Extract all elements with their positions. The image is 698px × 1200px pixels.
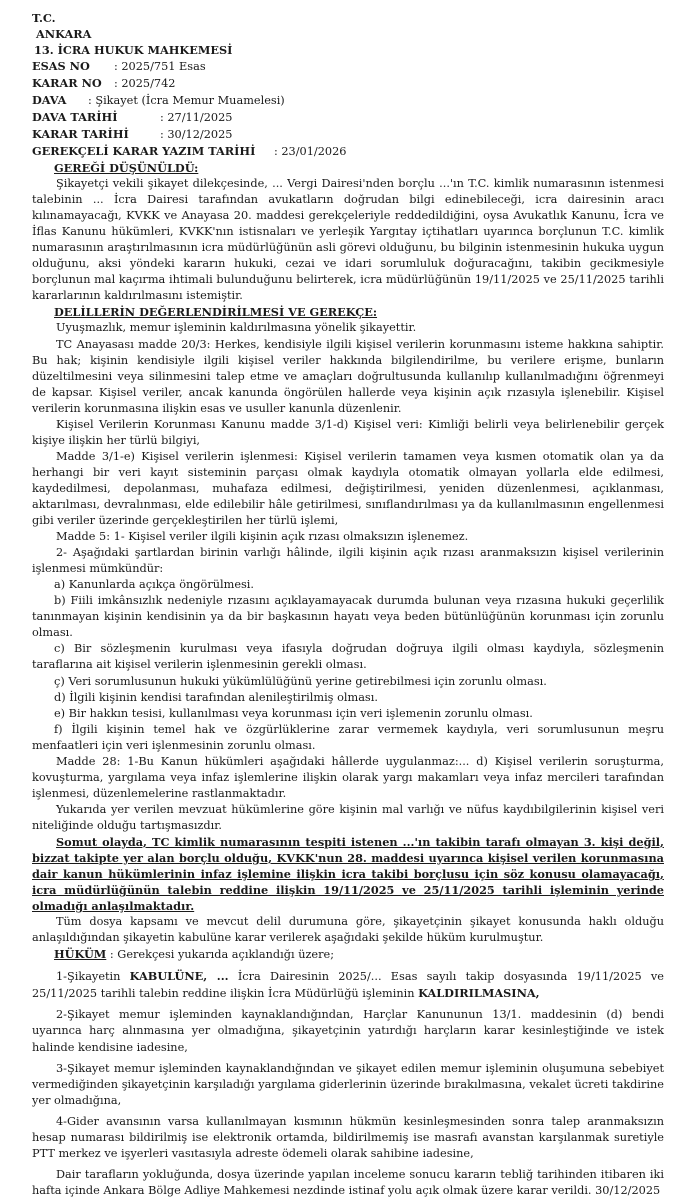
- hukum-rest: : Gerekçesi yukarıda açıklandığı üzere;: [109, 948, 334, 962]
- header-court: 13. İCRA HUKUK MAHKEMESİ: [34, 43, 233, 57]
- list-item-c: c) Bir sözleşmenin kurulması veya ifasıyla doğrudan doğruya ilgili olması kaydıyla, sözleşmenin taraflarına ait kişisel verilerin işlenmesinin gerekli olması.: [32, 642, 664, 672]
- list-item-f: f) İlgili kişinin temel hak ve özgürlüklerine zarar vermemek kaydıyla, veri sorumlusunun meşru menfaatleri için veri işlenmesinin zorunlu olması.: [32, 722, 664, 752]
- ruling-item-3: 3-Şikayet memur işleminden kaynaklandığından ve şikayet edilen memur işleminin oluşumuna sebebiyet vermediğinden şikayetçinin karşıladığı yargılama giderlerinin üzerinde bırakılmasına, vekalet ücreti takdirine yer olmadığına,: [32, 1061, 664, 1107]
- paragraph-madde28: Madde 28: 1-Bu Kanun hükümleri aşağıdaki hâllerde uygulanmaz:... d) Kişisel verilerin soruşturma, kovuşturma, yargılama veya infaz işlemlerine ilişkin olarak yargı makamları veya infaz mercileri tarafından işlenmesi, düzenlemelerine rastlanmaktadır.: [32, 754, 664, 800]
- ruling-1-a: 1-Şikayetin: [56, 970, 130, 984]
- karar-tarihi-value: : 30/12/2025: [159, 128, 233, 141]
- gerekceli-value: : 23/01/2026: [273, 145, 347, 158]
- ruling-1-c: İcra Dairesinin 2025/... Esas sayılı takip dosyasında 19/11/2025 ve 25/11/2025 tarihli talebin reddine ilişkin İcra Müdürlüğü işleminin: [32, 970, 664, 1001]
- header-dava-row: [32, 92, 664, 109]
- paragraph-dispute: Uyuşmazlık, memur işleminin kaldırılmasına yönelik şikayettir.: [56, 321, 417, 335]
- ruling-item-2: 2-Şikayet memur işleminden kaynaklandığından, Harçlar Kanununun 13/1. maddesinin (d) bendi uyarınca harç alınmasına yer olmadığına, şikayetçinin yatırdığı harçların karar kesinleştiğinde ve istek halinde kendisine iadesine,: [32, 1008, 664, 1054]
- paragraph-madde5-2: 2- Aşağıdaki şartlardan birinin varlığı hâlinde, ilgili kişinin açık rızası aranmaksızın kişisel verilerinin işlenmesi mümkündür:: [32, 546, 664, 576]
- paragraph-constitution: TC Anayasası madde 20/3: Herkes, kendisiyle ilgili kişisel verilerin korunmasını isteme hakkına sahiptir. Bu hak; kişinin kendisiyle ilgili kişisel veriler hakkında bilgilendirilme, bu verilere erişme, bunların düzeltilmesini veya silinmesini talep etme ve amaçları doğrultusunda kullanılıp kullanılmadığını öğrenmeyi de kapsar. Kişisel veriler, ancak kanunda öngörülen hallerde veya kişinin açık rızasıyla işlenebilir. Kişisel verilerin korunmasına ilişkin esas ve usuller kanunla düzenlenir.: [32, 337, 664, 415]
- paragraph-concrete-case: Somut olayda, TC kimlik numarasının tespiti istenen ...'ın takibin tarafı olmayan 3. kişi değil, bizzat takipte yer alan borçlu olduğu, KVKK'nun 28. maddesi uyarınca kişisel verilen korunmasına dair kanun hükümlerinin infaz işlemine ilişkin icra takibi borçlusu için söz konusu olamayacağı, icra müdürlüğünün talebin reddine ilişkin 19/11/2025 ve 25/11/2025 tarihli işleminin yerinde olmadığı anlaşılmaktadır.: [32, 834, 664, 914]
- gerekceli-label: GEREKÇELİ KARAR YAZIM TARİHİ: [32, 144, 256, 158]
- paragraph-complaint: Şikayetçi vekili şikayet dilekçesinde, ... Vergi Dairesi'nden borçlu ...'ın T.C. kimlik numarasının istenmesi talebinin ... İcra Dairesi tarafından avukatların doğrudan bilgi edinebileceği, icra dairesinin aracı kılınamayacağı, KVKK ve Anayasa 20. maddesi gerekçeleriyle reddedildiğini, oysa Avukatlık Kanunu, İcra ve İflas Kanunu hükümleri, KVKK'nın istisnaları ve yerleşik Yargıtay içtihatları uyarınca borçlunun T.C. kimlik numarasının araştırılmasının icra müdürlüğünün asli görevi olduğunu, bu bilginin istenmesinin hukuka uygun olduğunu, aksi yöndeki kararın hukuki, cezai ve idari sorumluluk doğuracağını, takibin gecikmesiyle borçlunun mal kaçırma ihtimali bulunduğunu belirterek, icra müdürlüğünün 19/11/2025 ve 25/11/2025 tarihli kararlarının kaldırılmasını istemiştir.: [32, 177, 664, 303]
- dava-value: : Şikayet (İcra Memur Muamelesi): [87, 94, 285, 107]
- hukum-label: HÜKÜM: [54, 947, 107, 962]
- header-dava-tarihi-row: [32, 109, 664, 126]
- list-item-b: b) Fiili imkânsızlık nedeniyle rızasını açıklayamayacak durumda bulunan veya rızasına hukuki geçerlilik tanınmayan kişinin kendisinin ya da bir başkasının hayatı veya beden bütünlüğünün korunması için zorunlu olması.: [32, 594, 664, 640]
- header-tc: T.C.: [32, 11, 56, 25]
- list-item-a: a) Kanunlarda açıkça öngörülmesi.: [54, 578, 255, 592]
- header-karar-row: [32, 75, 664, 92]
- ruling-1-b: KABULÜNE, ...: [129, 969, 229, 984]
- paragraph-overall: Tüm dosya kapsamı ve mevcut delil durumuna göre, şikayetçinin şikayet konusunda haklı olduğu anlaşıldığından şikayetin kabulüne karar verilerek aşağıdaki şekilde hüküm kurulmuştur.: [32, 915, 664, 945]
- header-city: ANKARA: [36, 27, 92, 41]
- ruling-1-d: KALDIRILMASINA,: [418, 986, 540, 1001]
- document-header: [32, 10, 664, 160]
- hukum-line: [54, 946, 664, 963]
- header-gerekceli-row: [32, 143, 664, 160]
- section-title-geregi: GEREĞİ DÜŞÜNÜLDÜ:: [54, 161, 199, 175]
- list-item-cc: ç) Veri sorumlusunun hukuki yükümlülüğünü yerine getirebilmesi için zorunlu olması.: [54, 674, 547, 688]
- ruling-item-1: [32, 968, 664, 1002]
- final-paragraph: Dair tarafların yokluğunda, dosya üzerinde yapılan inceleme sonucu kararın tebliğ tarihinden itibaren iki hafta içinde Ankara Bölge Adliye Mahkemesi nezdinde istinaf yolu açık olmak üzere karar verildi. 30/12/2025: [32, 1167, 664, 1197]
- esas-value: : 2025/751 Esas: [113, 60, 206, 73]
- karar-value: : 2025/742: [113, 77, 176, 90]
- paragraph-madde5-1: Madde 5: 1- Kişisel veriler ilgili kişinin açık rızası olmaksızın işlenemez.: [56, 530, 469, 544]
- ruling-item-4: 4-Gider avansının varsa kullanılmayan kısmının hükmün kesinleşmesinden sonra talep aranmaksızın hesap numarası bildirilmiş ise elektronik ortamda, bildirilmemiş ise masrafı avanstan karşılanmak suretiyle PTT merkez ve işyerleri vasıtasıyla adreste ödemeli olarak sahibine iadesine,: [32, 1114, 664, 1160]
- list-item-e: e) Bir hakkın tesisi, kullanılması veya korunması için veri işlemenin zorunlu olması.: [54, 706, 533, 720]
- dava-tarihi-value: : 27/11/2025: [159, 111, 233, 124]
- esas-label: ESAS NO: [32, 59, 90, 73]
- dava-tarihi-label: DAVA TARİHİ: [32, 110, 118, 124]
- paragraph-kvkk-3e: Madde 3/1-e) Kişisel verilerin işlenmesi: Kişisel verilerin tamamen veya kısmen otomatik olan ya da herhangi bir veri kayıt sisteminin parçası olmak kaydıyla otomatik olmayan yollarla elde edilmesi, kaydedilmesi, depolanması, muhafaza edilmesi, değiştirilmesi, yeniden düzenlenmesi, açıklanması, aktarılması, devralınması, elde edilebilir hâle getirilmesi, sınıflandırılması ya da kullanılmasının engellenmesi gibi veriler üzerinde gerçekleştirilen her türlü işlemi,: [32, 449, 664, 528]
- header-esas-row: [32, 58, 664, 75]
- dava-label: DAVA: [32, 93, 67, 107]
- paragraph-kvkk-3d: Kişisel Verilerin Korunması Kanunu madde 3/1-d) Kişisel veri: Kimliği belirli veya belirlenebilir gerçek kişiye ilişkin her türlü bilgiyi,: [32, 417, 664, 447]
- header-karar-tarihi-row: [32, 126, 664, 143]
- list-item-d: d) İlgili kişinin kendisi tarafından alenileştirilmiş olması.: [54, 690, 378, 704]
- section-title-deliller: DELİLLERİN DEĞERLENDİRİLMESİ VE GEREKÇE:: [54, 305, 378, 320]
- karar-label: KARAR NO: [32, 76, 102, 90]
- karar-tarihi-label: KARAR TARİHİ: [32, 127, 129, 141]
- paragraph-conclusion-data: Yukarıda yer verilen mevzuat hükümlerine göre kişinin mal varlığı ve nüfus kaydıbilgilerinin kişisel veri niteliğinde olduğu tartışmasızdır.: [32, 802, 664, 832]
